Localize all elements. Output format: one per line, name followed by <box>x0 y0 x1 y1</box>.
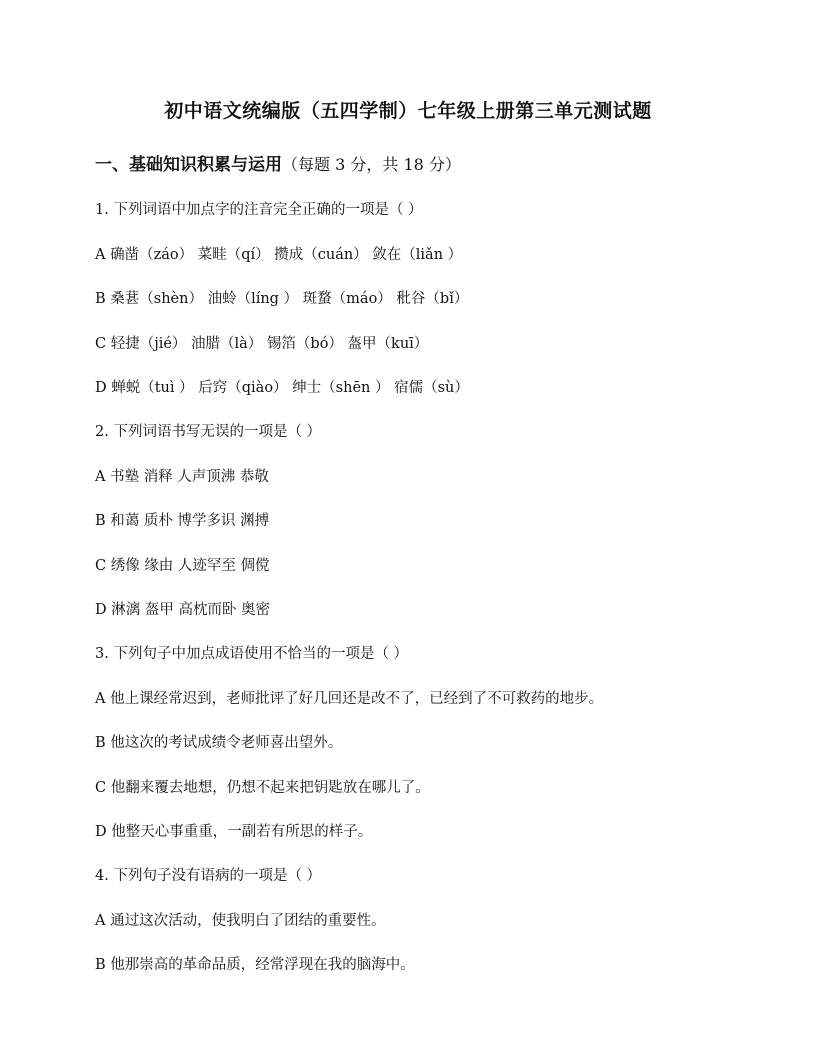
question-3-option-d: D 他整天心事重重，一副若有所思的样子。 <box>95 824 373 840</box>
question-4-option-a: A 通过这次活动，使我明白了团结的重要性。 <box>95 913 386 929</box>
question-3-stem: 3. 下列句子中加点成语使用不恰当的一项是（ ） <box>95 646 409 662</box>
question-4-option-b: B 他那崇高的革命品质，经常浮现在我的脑海中。 <box>95 957 415 973</box>
question-2-stem: 2. 下列词语书写无误的一项是（ ） <box>95 424 322 440</box>
question-1-option-c: C 轻捷（jié） 油腊（là） 锡箔（bó） 盔甲（kuī） <box>95 336 429 352</box>
question-2-option-a: A 书塾 消释 人声顶沸 恭敬 <box>95 469 269 485</box>
question-2-option-d: D 淋漓 盔甲 高枕而卧 奥密 <box>95 602 271 618</box>
question-3-option-a: A 他上课经常迟到，老师批评了好几回还是改不了，已经到了不可救药的地步。 <box>95 691 604 707</box>
question-1-option-d: D 蝉蜕（tuì ） 后窍（qiào） 绅士（shēn ） 宿儒（sù） <box>95 380 469 396</box>
question-1-option-b: B 桑葚（shèn） 油蛉（líng ） 斑蝥（máo） 秕谷（bǐ） <box>95 291 469 307</box>
question-2-option-c: C 绣像 缘由 人迹罕至 倜傥 <box>95 558 270 574</box>
section-heading <box>95 150 461 175</box>
question-4-stem: 4. 下列句子没有语病的一项是（ ） <box>95 868 322 884</box>
question-3-option-b: B 他这次的考试成绩令老师喜出望外。 <box>95 735 343 751</box>
page-title: 初中语文统编版（五四学制）七年级上册第三单元测试题 <box>164 100 652 122</box>
section-heading-text: 一、基础知识积累与运用 <box>95 155 282 175</box>
section-score-note: （每题 3 分，共 18 分） <box>282 155 461 174</box>
question-1-option-a: A 确凿（záo） 菜畦（qí） 攒成（cuán） 敛在（liǎn ） <box>95 247 463 263</box>
question-1-stem: 1. 下列词语中加点字的注音完全正确的一项是（ ） <box>95 202 423 218</box>
question-3-option-c: C 他翻来覆去地想，仍想不起来把钥匙放在哪儿了。 <box>95 780 430 796</box>
question-2-option-b: B 和蔼 质朴 博学多识 渊搏 <box>95 513 270 529</box>
